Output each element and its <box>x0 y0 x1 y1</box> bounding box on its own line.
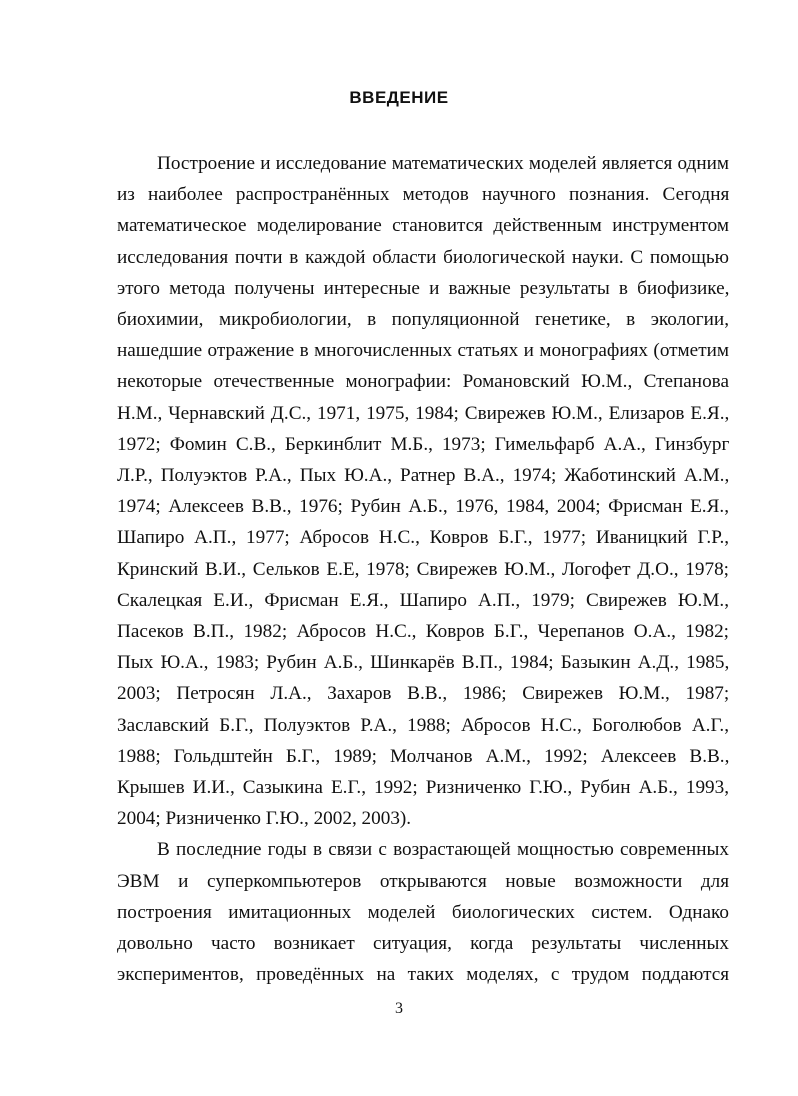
text-line: Н.М., Чернавский Д.С., 1971, 1975, 1984; Свирежев Ю.М., Елизаров Е.Я., <box>117 402 730 424</box>
text-line: исследования почти в каждой области биологической науки. С помощью <box>117 246 729 268</box>
text-line: этого метода получены интересные и важные результаты в биофизике, <box>117 277 730 299</box>
text-line: математическое моделирование становится действенным инструментом <box>117 215 729 237</box>
text-line: 1972; Фомин С.В., Беркинблит М.Б., 1973; Гимельфарб А.А., Гинзбург <box>117 433 730 455</box>
text-line: 1974; Алексеев В.В., 1976; Рубин А.Б., 1976, 1984, 2004; Фрисман Е.Я., <box>117 496 729 518</box>
paragraph-1 <box>117 148 729 834</box>
paragraph-2 <box>117 834 729 990</box>
text-line: Л.Р., Полуэктов Р.А., Пых Ю.А., Ратнер В.А., 1974; Жаботинский А.М., <box>117 465 730 487</box>
text-line: В последние годы в связи с возрастающей мощностью современных <box>157 839 729 861</box>
text-line: из наиболее распространённых методов научного познания. Сегодня <box>117 184 730 206</box>
text-line: биохимии, микробиологии, в популяционной генетике, в экологии, <box>117 309 729 331</box>
text-line: 1988; Гольдштейн Б.Г., 1989; Молчанов А.М., 1992; Алексеев В.В., <box>117 745 730 767</box>
page-number: 3 <box>395 1000 403 1017</box>
text-line: нашедшие отражение в многочисленных статьях и монографиях (отметим <box>117 340 729 362</box>
text-line: Пасеков В.П., 1982; Абросов Н.С., Ковров Б.Г., Черепанов О.А., 1982; <box>117 621 729 643</box>
text-line: Шапиро А.П., 1977; Абросов Н.С., Ковров Б.Г., 1977; Иваницкий Г.Р., <box>117 527 730 549</box>
text-line: Заславский Б.Г., Полуэктов Р.А., 1988; Абросов Н.С., Боголюбов А.Г., <box>117 714 729 736</box>
text-line: Крышев И.И., Сазыкина Е.Г., 1992; Ризниченко Г.Ю., Рубин А.Б., 1993, <box>117 777 730 799</box>
text-line: 2003; Петросян Л.А., Захаров В.В., 1986; Свирежев Ю.М., 1987; <box>117 683 730 705</box>
text-line: построения имитационных моделей биологических систем. Однако <box>117 901 729 923</box>
text-line: ЭВМ и суперкомпьютеров открываются новые возможности для <box>117 870 730 892</box>
text-line: Кринский В.И., Сельков Е.Е, 1978; Свирежев Ю.М., Логофет Д.О., 1978; <box>117 558 729 580</box>
text-line: некоторые отечественные монографии: Романовский Ю.М., Степанова <box>117 371 729 393</box>
text-line: Пых Ю.А., 1983; Рубин А.Б., Шинкарёв В.П., 1984; Базыкин А.Д., 1985, <box>117 652 730 674</box>
text-line: Скалецкая Е.И., Фрисман Е.Я., Шапиро А.П., 1979; Свирежев Ю.М., <box>117 589 729 611</box>
page-title: ВВЕДЕНИЕ <box>349 88 449 107</box>
text-line: 2004; Ризниченко Г.Ю., 2002, 2003). <box>117 808 412 830</box>
text-line: Построение и исследование математических моделей является одним <box>157 153 729 174</box>
text-line: довольно часто возникает ситуация, когда результаты численных <box>117 933 729 955</box>
text-line: экспериментов, проведённых на таких моделях, с трудом поддаются <box>117 964 730 986</box>
body-text <box>117 148 729 990</box>
